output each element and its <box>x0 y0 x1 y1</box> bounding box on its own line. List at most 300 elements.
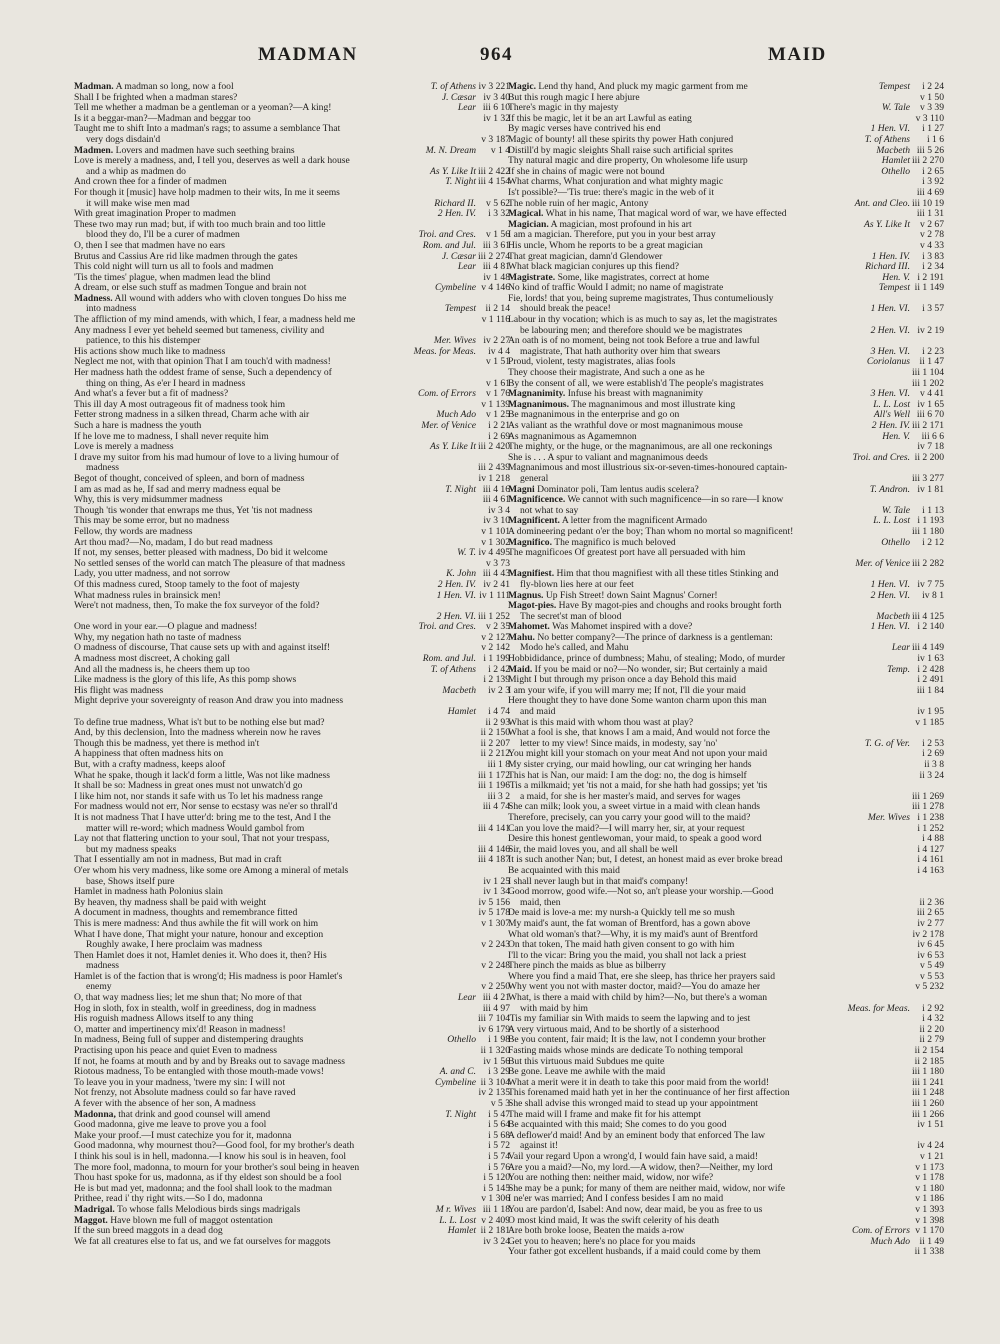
entry-text <box>508 82 748 93</box>
entry-text <box>508 951 746 962</box>
quotation: Dominator poli, Tam lentus audis scelera? <box>537 484 699 495</box>
play-reference: All's Well <box>873 410 910 421</box>
act-scene-line: v 1 50 <box>920 92 944 103</box>
entry-text <box>86 304 136 315</box>
entry-text <box>74 400 285 411</box>
entry-line <box>74 1088 510 1099</box>
entry-line <box>508 1173 944 1184</box>
quotation: Good madonna, why mournest thou?—Good fool, for my brother's death <box>74 1141 355 1152</box>
act-scene-line: iv 5 156 <box>478 897 510 908</box>
entry-text <box>86 940 262 951</box>
entry-line <box>74 1035 510 1046</box>
act-scene-line: v 1 186 <box>915 1194 944 1205</box>
act-scene-line: iv 3 221 <box>478 82 510 92</box>
play-reference: Hen. V. <box>882 431 910 442</box>
quotation: O, matter and impertinency mix'd! Reason in madness! <box>74 1024 286 1035</box>
entry-text <box>508 601 781 612</box>
entry-line <box>508 538 944 549</box>
act-scene-line: iv 1 32 <box>483 113 510 124</box>
entry-text <box>74 262 273 273</box>
quotation: it will make wise men mad <box>86 198 190 209</box>
act-scene-line: iii 1 31 <box>916 209 944 220</box>
quotation: What charms, What conjuration and what mighty magic <box>508 177 724 188</box>
headword: Mahu. <box>508 632 535 643</box>
headword: Madness. <box>74 293 113 304</box>
entry-line <box>74 1184 510 1195</box>
entry-line <box>74 866 510 877</box>
entry-line <box>74 146 510 157</box>
entry-text <box>508 982 760 993</box>
quotation: This hat is Nan, our maid: I am the dog: no, the dog is himself <box>508 770 747 781</box>
entry-line <box>508 167 944 178</box>
entry-line <box>508 802 944 813</box>
entry-line <box>74 665 510 676</box>
quotation: Hobbididance, prince of dumbness; Mahu, of stealing; Modo, of murder <box>508 654 786 665</box>
entry-line <box>74 580 510 591</box>
entry-line <box>74 368 510 379</box>
entry-text <box>74 760 225 771</box>
entry-line <box>74 1046 510 1057</box>
quotation: If you be maid or no?—No wonder, sir; But certainly a maid <box>534 664 768 675</box>
quotation: Distill'd by magic sleights Shall raise such artificial sprites <box>508 145 734 156</box>
entry-line <box>74 527 510 538</box>
entry-text <box>508 908 735 919</box>
entry-text <box>74 749 223 760</box>
play-reference: 3 Hen. VI. <box>870 346 910 357</box>
entry-line <box>508 347 944 358</box>
act-scene-line: i 2 65 <box>922 166 944 177</box>
quotation: What madness rules in brainsick men! <box>74 590 221 601</box>
play-reference: Hamlet <box>447 707 476 718</box>
play-reference: As Y. Like It <box>863 219 910 230</box>
act-scene-line: iii 4 69 <box>916 187 944 198</box>
quotation: very dogs disdain'd <box>86 134 161 145</box>
entry-text <box>508 177 723 188</box>
quotation: This ill day A most outrageous fit of madness took him <box>74 399 286 410</box>
entry-line <box>508 82 944 93</box>
entry-text <box>74 654 230 665</box>
act-scene-line: iii 3 277 <box>912 473 944 484</box>
act-scene-line: i 5 145 <box>483 1183 510 1194</box>
act-scene-line: iii 4 16 <box>482 484 510 495</box>
entry-line <box>508 951 944 962</box>
quotation: But this rough magic I here abjure <box>508 92 640 103</box>
entry-line <box>74 739 510 750</box>
entry-line <box>508 1216 944 1227</box>
entry-line <box>74 813 510 824</box>
entry-line <box>508 262 944 273</box>
quotation: Hamlet is of the faction that is wrong'd; His madness is poor Hamlet's <box>74 971 343 982</box>
entry-text <box>508 156 748 167</box>
entry-line <box>74 781 510 792</box>
entry-text <box>74 855 282 866</box>
entry-line <box>508 877 944 888</box>
act-scene-line: v 1 21 <box>920 1151 944 1162</box>
entry-line <box>74 389 510 400</box>
entry-line <box>74 1173 510 1184</box>
quotation: Sir, the maid loves you, and all shall be well <box>508 844 678 855</box>
act-scene-line: i 1 13 <box>922 505 944 516</box>
act-scene-line: iii 4 81 <box>482 262 510 273</box>
entry-line <box>508 1131 944 1142</box>
act-scene-line: i 2 191 <box>917 272 944 283</box>
act-scene-line: iv 1 111 <box>479 590 510 601</box>
act-scene-line: ii 3 8 <box>924 760 944 770</box>
quotation: I shall never laugh but in that maid's company! <box>508 876 689 887</box>
entry-line <box>74 654 510 665</box>
headword: Madman. <box>74 82 114 92</box>
left-column <box>74 82 510 1247</box>
entry-line <box>508 474 944 485</box>
entry-line <box>74 686 510 697</box>
quotation: On that token, The maid hath given consent to go with him <box>508 940 735 951</box>
entry-line <box>508 230 944 241</box>
entry-line <box>508 1205 944 1216</box>
entry-line <box>508 516 944 527</box>
entry-text <box>74 739 259 750</box>
entry-text <box>508 252 662 263</box>
act-scene-line: iii 1 104 <box>912 368 944 379</box>
entry-line <box>508 961 944 972</box>
act-scene-line: iii 4 74 <box>482 802 510 813</box>
quotation: against it! <box>520 1141 559 1152</box>
play-reference: Macbeth <box>442 685 476 696</box>
quotation: Lovers and madmen have such seething brains <box>115 145 295 156</box>
entry-text <box>74 315 355 326</box>
act-scene-line: i 2 92 <box>922 1003 944 1014</box>
act-scene-line: v 1 101 <box>481 526 510 537</box>
entry-line <box>74 167 510 178</box>
play-reference: L. L. Lost <box>873 516 910 527</box>
entry-text <box>74 410 309 421</box>
act-scene-line: i 4 161 <box>917 855 944 866</box>
entry-line <box>74 326 510 337</box>
quotation: be labouring men; and therefore should we be magistrates <box>520 325 743 336</box>
entry-text <box>508 993 767 1004</box>
act-scene-line: v 3 187 <box>481 134 510 145</box>
entry-line <box>508 601 944 612</box>
entry-line <box>74 1237 510 1248</box>
entry-text <box>508 1205 762 1216</box>
act-scene-line: ii 3 24 <box>919 770 944 781</box>
quotation: Have blown me full of maggot ostentation <box>110 1215 273 1226</box>
entry-text <box>520 707 555 718</box>
entry-text <box>508 294 773 305</box>
quotation: This may be some error, but no madness <box>74 516 230 527</box>
entry-line <box>74 898 510 909</box>
entry-line <box>508 908 944 919</box>
act-scene-line: iii 1 8 <box>487 760 510 770</box>
entry-text <box>74 622 257 633</box>
play-reference: Troi. and Cres. <box>418 230 476 241</box>
quotation: Him that thou magnifiest with all these titles Stinking and <box>556 569 779 580</box>
act-scene-line: iv 6 45 <box>917 940 944 951</box>
quotation: There pinch the maids as blue as bilberry <box>508 961 666 972</box>
act-scene-line: iii 10 19 <box>912 198 944 209</box>
quotation: Have By magot-pies and choughs and rooks brought forth <box>558 601 782 612</box>
act-scene-line: i 1 193 <box>917 516 944 527</box>
play-reference: Hamlet <box>447 1226 476 1237</box>
entry-line <box>508 919 944 930</box>
quotation: A letter from the magnificent Armado <box>561 516 708 527</box>
quotation: With great imagination Proper to madmen <box>74 209 236 220</box>
quotation: letter to my view! Since maids, in modesty, say 'no' <box>520 738 718 749</box>
entry-line <box>74 400 510 411</box>
act-scene-line: v 1 393 <box>915 1204 944 1215</box>
play-reference: Much Ado <box>436 410 476 421</box>
act-scene-line: v 5 3 <box>490 1099 510 1109</box>
play-reference: Mer. Wives <box>433 336 476 347</box>
entry-line <box>74 548 510 559</box>
quotation: O most kind maid, It was the swift celerity of his death <box>508 1215 720 1226</box>
act-scene-line: iii 1 180 <box>912 526 944 537</box>
act-scene-line: iii 1 248 <box>912 1088 944 1099</box>
quotation: One word in your ear.—O plague and madness! <box>74 622 258 633</box>
entry-text <box>508 400 735 411</box>
entry-line <box>74 771 510 782</box>
act-scene-line: iii 1 84 <box>916 685 944 696</box>
act-scene-line: i 2 139 <box>483 675 510 686</box>
quotation: Lend thy hand, And pluck my magic garment from me <box>538 82 748 92</box>
entry-text <box>74 802 337 813</box>
entry-text <box>74 1173 342 1184</box>
act-scene-line: ii 2 212 <box>480 749 510 760</box>
entry-text <box>520 580 634 591</box>
quotation: To whose falls Melodious birds sings madrigals <box>117 1204 301 1215</box>
entry-text <box>74 474 304 485</box>
entry-text <box>74 442 174 453</box>
headword: Magnifiest. <box>508 569 555 580</box>
entry-text <box>508 834 762 845</box>
quotation: A madness most discreet, A choking gall <box>74 654 230 665</box>
quotation: A magician, most profound in his art <box>550 219 692 230</box>
quotation: His actions show much like to madness <box>74 346 226 357</box>
quotation: What old woman's that?—Why, it is my maid's aunt of Brentford <box>508 929 758 940</box>
entry-text <box>74 273 270 284</box>
quotation: enemy <box>86 982 112 993</box>
quotation: I drave my suitor from his mad humour of love to a living humour of <box>74 452 339 463</box>
quotation: A fever with the absence of her son, A madness <box>74 1099 256 1109</box>
entry-line <box>508 781 944 792</box>
quotation: A document in madness, thoughts and remembrance fitted <box>74 908 298 919</box>
entry-text <box>508 167 665 178</box>
entry-line <box>508 442 944 453</box>
quotation: patience, to this his distemper <box>86 336 201 347</box>
quotation: magistrate, That hath authority over him that swears <box>520 346 721 357</box>
act-scene-line: i 2 24 <box>922 82 944 92</box>
quotation: a maid, for she is her master's maid, and serves for wages <box>520 791 741 802</box>
entry-line <box>74 1099 510 1110</box>
entry-text <box>74 643 330 654</box>
entry-text <box>74 1237 331 1248</box>
quotation: This forenamed maid hath yet in her the continuance of her first affection <box>508 1088 790 1099</box>
quotation: This is mere madness: And thus awhile the fit will work on him <box>74 918 319 929</box>
entry-line <box>74 982 510 993</box>
quotation: If she in chains of magic were not bound <box>508 166 665 177</box>
entry-text <box>520 474 548 485</box>
entry-text <box>74 728 321 739</box>
act-scene-line: i 2 428 <box>917 664 944 675</box>
entry-line <box>508 1141 944 1152</box>
entry-text <box>74 347 225 358</box>
entry-line <box>508 283 944 294</box>
act-scene-line: ii 2 185 <box>914 1056 944 1067</box>
quotation: You might kill your stomach on your meat And not upon your maid <box>508 749 768 760</box>
quotation: The secret'st man of blood <box>520 611 622 622</box>
entry-line <box>508 696 944 707</box>
entry-text <box>74 421 201 432</box>
entry-text <box>86 199 190 210</box>
play-reference: Lear <box>457 993 476 1004</box>
act-scene-line: iii 1 196 <box>478 781 510 792</box>
entry-line <box>74 718 510 729</box>
act-scene-line: i 4 32 <box>922 1014 944 1025</box>
act-scene-line: iv 1 51 <box>917 1120 944 1131</box>
quotation: Modo he's called, and Mahu <box>520 643 629 654</box>
entry-line <box>508 845 944 856</box>
quotation: Art thou mad?—No, madam, I do but read madness <box>74 537 273 548</box>
play-reference: Othello <box>881 166 910 177</box>
quotation: Her madness hath the oddest frame of sense, Such a dependency of <box>74 368 332 379</box>
quotation: Might I but through my prison once a day Behold this maid <box>508 675 737 686</box>
entry-line <box>508 580 944 591</box>
entry-line <box>74 315 510 326</box>
play-reference: 1 Hen. VI. <box>870 124 910 135</box>
quotation: Your father got excellent husbands, if a maid could come by them <box>508 1247 761 1258</box>
entry-line <box>508 707 944 718</box>
entry-text <box>508 199 648 210</box>
quotation: If not, he foams at mouth and by and by Breaks out to savage madness <box>74 1056 345 1067</box>
quotation: Desire this honest gentlewoman, your maid, to speak a good word <box>508 834 762 845</box>
entry-line <box>74 1004 510 1015</box>
entry-text <box>508 749 767 760</box>
entry-line <box>74 93 510 104</box>
quotation: Is it a beggar-man?—Madman and beggar too <box>74 113 251 124</box>
entry-text <box>508 877 688 888</box>
entry-line <box>508 824 944 835</box>
entry-text <box>508 1173 713 1184</box>
right-column <box>508 82 944 1258</box>
entry-line <box>74 728 510 739</box>
act-scene-line: ii 2 207 <box>480 738 510 749</box>
quotation: Love is merely a madness <box>74 442 174 453</box>
entry-line <box>508 220 944 231</box>
entry-text <box>74 1078 285 1089</box>
entry-line <box>508 686 944 697</box>
entry-line <box>508 1088 944 1099</box>
entry-line <box>508 1067 944 1078</box>
entry-line <box>508 93 944 104</box>
play-reference: 1 Hen. VI. <box>436 590 476 601</box>
entry-line <box>74 421 510 432</box>
entry-text <box>74 930 323 941</box>
entry-text <box>74 124 340 135</box>
play-reference: Othello <box>447 1035 476 1046</box>
entry-line <box>508 114 944 125</box>
entry-line <box>508 760 944 771</box>
act-scene-line: i 2 12 <box>922 537 944 548</box>
entry-line <box>508 866 944 877</box>
act-scene-line: i 2 23 <box>922 346 944 357</box>
quotation: What he spake, though it lack'd form a little, Was not like madness <box>74 770 331 781</box>
quotation: Begot of thought, conceived of spleen, and born of madness <box>74 473 305 484</box>
quotation: Proud, violent, testy magistrates, alias fools <box>508 357 676 368</box>
entry-line <box>74 124 510 135</box>
play-reference: K. John <box>446 569 476 580</box>
entry-line <box>74 485 510 496</box>
act-scene-line: i 2 34 <box>922 262 944 273</box>
quotation: She may be a punk; for many of them are neither maid, widow, nor wife <box>508 1183 785 1194</box>
act-scene-line: i 4 88 <box>922 834 944 845</box>
entry-line <box>508 855 944 866</box>
entry-line <box>508 209 944 220</box>
act-scene-line: i 2 53 <box>922 738 944 749</box>
entry-text <box>74 1004 316 1015</box>
quotation: I'll to the vicar: Bring you the maid, you shall not lack a priest <box>508 950 747 961</box>
act-scene-line: v 1 307 <box>481 918 510 929</box>
entry-line <box>74 1131 510 1142</box>
act-scene-line: iii 4 187 <box>478 855 510 866</box>
entry-text <box>508 336 760 347</box>
entry-line <box>508 675 944 686</box>
entry-line <box>508 569 944 580</box>
entry-line <box>508 771 944 782</box>
quotation: His roguish madness Allows itself to any thing <box>74 1014 254 1025</box>
entry-line <box>74 961 510 972</box>
play-reference: 1 Hen. VI. <box>870 579 910 590</box>
quotation: But, with a crafty madness, keeps aloof <box>74 760 226 770</box>
play-reference: 2 Hen. VI. <box>870 590 910 601</box>
quotation: No settled senses of the world can match The pleasure of that madness <box>74 558 346 569</box>
entry-text <box>508 728 770 739</box>
act-scene-line: iv 1 56 <box>483 1056 510 1067</box>
act-scene-line: iv 1 34 <box>483 887 510 898</box>
entry-line <box>74 357 510 368</box>
play-reference: Mer. Wives <box>867 812 910 823</box>
entry-line <box>508 252 944 263</box>
act-scene-line: i 5 120 <box>483 1173 510 1184</box>
entry-text <box>508 527 793 538</box>
quotation: He is but mad yet, madonna; and the fool shall look to the madman <box>74 1183 332 1194</box>
entry-text <box>508 1099 758 1110</box>
act-scene-line: ii 3 104 <box>480 1077 510 1088</box>
entry-line <box>74 432 510 443</box>
act-scene-line: i 5 47 <box>488 1109 510 1120</box>
entry-text <box>508 1237 695 1248</box>
quotation: We fat all creatures else to fat us, and we fat ourselves for maggots <box>74 1236 331 1247</box>
entry-line <box>74 940 510 951</box>
quotation: A happiness that often madness hits on <box>74 749 224 760</box>
act-scene-line: v 4 41 <box>920 389 944 400</box>
entry-line <box>74 919 510 930</box>
act-scene-line: v 1 51 <box>486 357 510 368</box>
entry-text <box>86 230 240 241</box>
entry-text <box>508 1152 758 1163</box>
entry-text <box>508 1194 723 1205</box>
act-scene-line: v 3 73 <box>486 558 510 569</box>
entry-text <box>508 824 745 835</box>
entry-text <box>508 379 764 390</box>
entry-text <box>74 813 331 824</box>
entry-line <box>74 283 510 294</box>
entry-text <box>74 252 298 263</box>
act-scene-line: v 1 4 <box>490 145 510 156</box>
quotation: Be acquainted with this maid; She comes to do you good <box>508 1120 727 1131</box>
act-scene-line: ii 2 79 <box>919 1035 944 1046</box>
right-running-head: MAID <box>768 44 827 65</box>
entry-line <box>74 569 510 580</box>
entry-text <box>508 855 782 866</box>
